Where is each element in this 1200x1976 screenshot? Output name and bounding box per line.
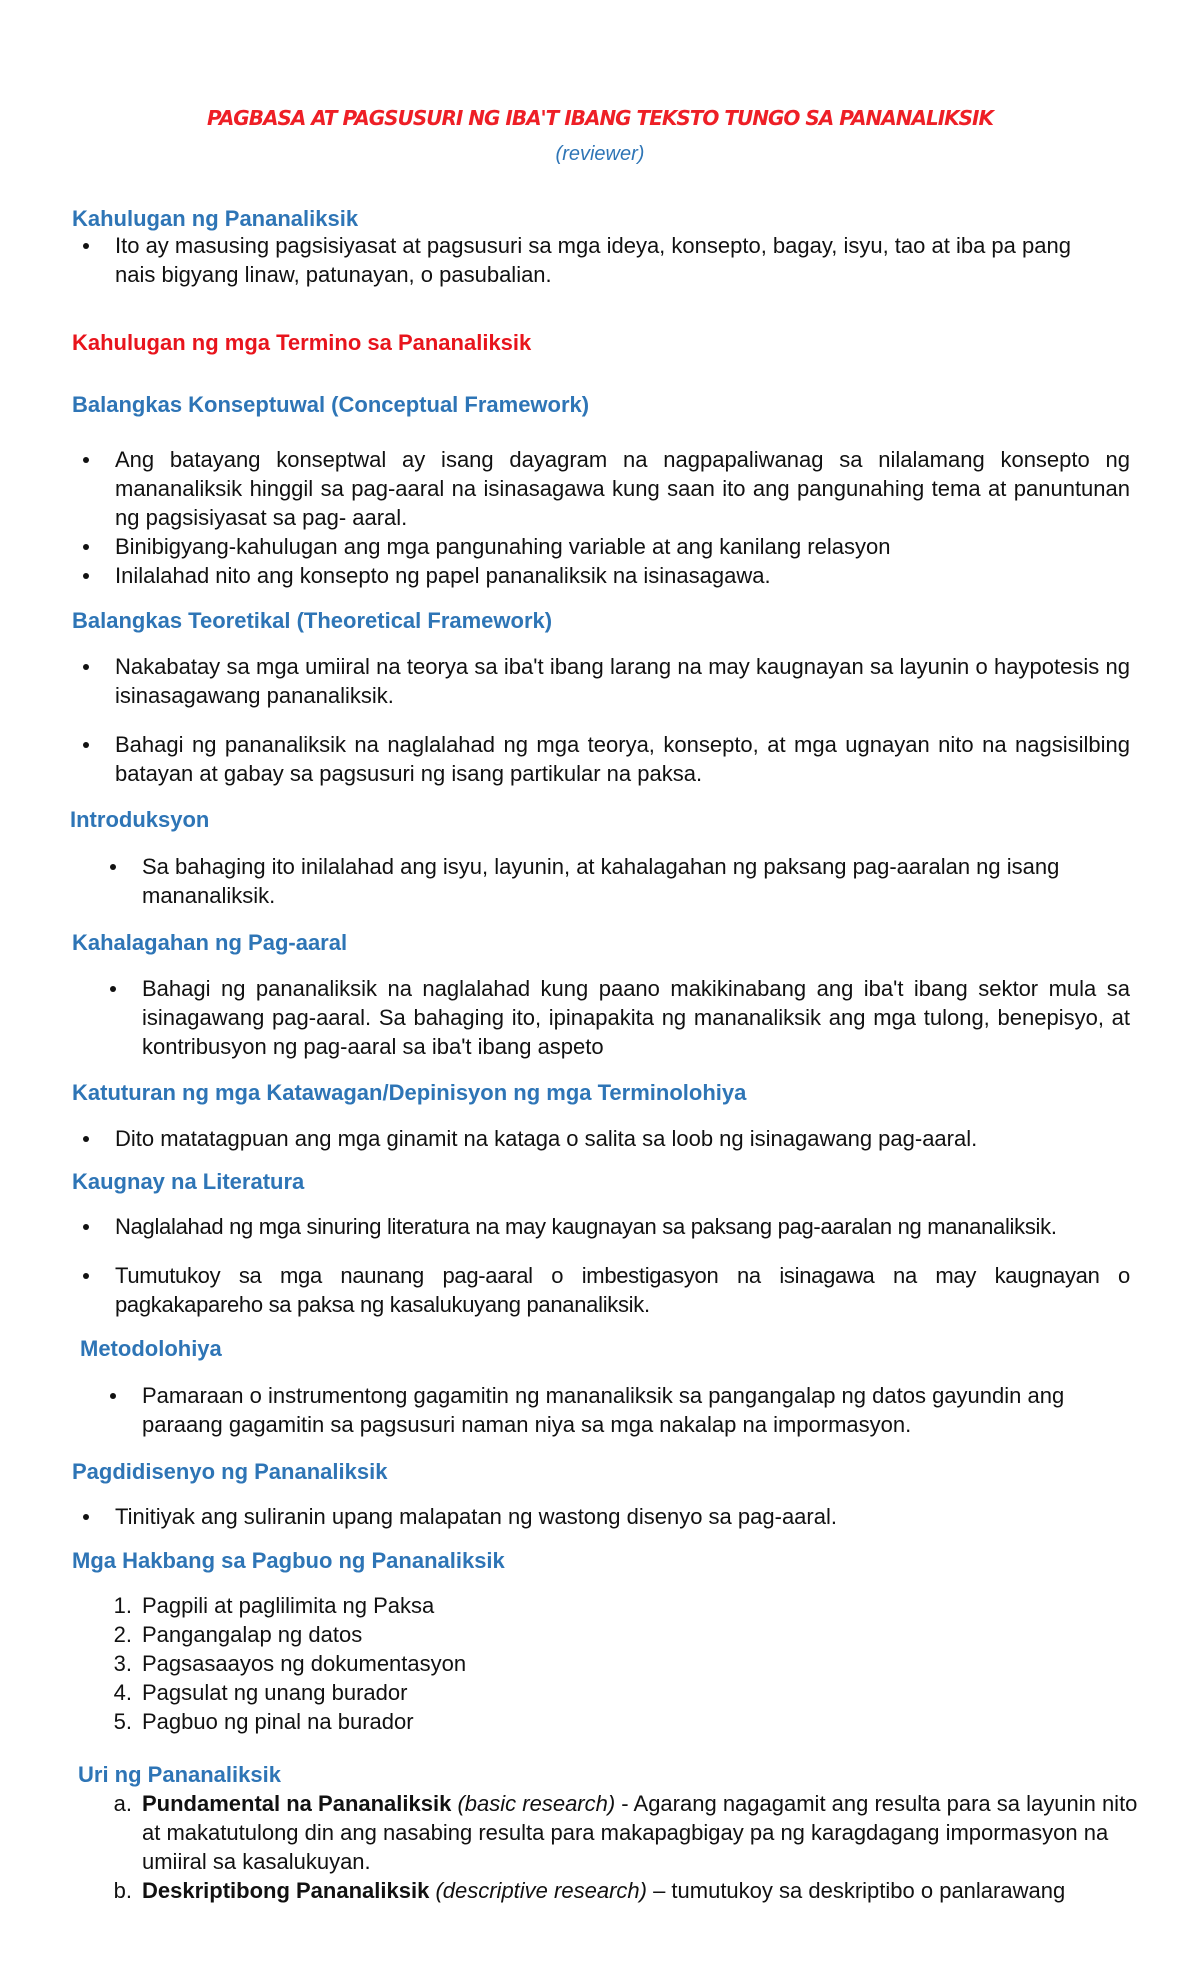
list-item: Dito matatagpuan ang mga ginamit na kataga o salita sa loob ng isinagawang pag-aaral. xyxy=(115,1124,1130,1153)
bullet-icon xyxy=(83,1514,89,1520)
list-number: 5. xyxy=(113,1709,132,1734)
list-item: 1. Pagpili at paglilimita ng Paksa xyxy=(142,1591,1132,1620)
document-subtitle: (reviewer) xyxy=(555,143,645,165)
list-konseptuwal xyxy=(115,445,1130,590)
list-katuturan xyxy=(115,1124,1130,1153)
heading-literatura: Kaugnay na Literatura xyxy=(72,1169,305,1194)
list-item: Tumutukoy sa mga naunang pag-aaral o imbestigasyon na isinagawa na may kaugnayan o pagkakapareho sa paksa ng kasalukuyang pananaliksik. xyxy=(115,1261,1130,1319)
list-item: Ang batayang konseptwal ay isang dayagram na nagpapaliwanag sa nilalamang konsepto ng mananaliksik hinggil sa pag-aaral na isinasagawa kung saan ito ang pangunahing tema at panuntunan ng pagsisiyasat sa pag- aaral. xyxy=(115,445,1130,532)
list-item: b. Deskriptibong Pananaliksik (descriptive research) – tumutukoy sa deskriptibo o panlarawang xyxy=(142,1876,1142,1905)
list-number: 1. xyxy=(113,1593,132,1618)
list-letter: a. xyxy=(113,1791,132,1816)
list-item: Tinitiyak ang suliranin upang malapatan ng wastong disenyo sa pag-aaral. xyxy=(115,1502,1130,1531)
bullet-icon xyxy=(110,864,116,870)
bullet-icon xyxy=(83,243,89,249)
term-english: (basic research) xyxy=(457,1791,616,1816)
heading-introduksyon: Introduksyon xyxy=(70,807,210,832)
list-number: 3. xyxy=(113,1651,132,1676)
list-item: a. Pundamental na Pananaliksik (basic research) - Agarang nagagamit ang resulta para sa layunin nito at makatutulong din ang nasabing resulta para makapagbigay pa ng karagdagang impormasyon na umiiral sa kasalukuyan. xyxy=(142,1789,1142,1876)
list-number: 4. xyxy=(113,1680,132,1705)
heading-metodolohiya: Metodolohiya xyxy=(80,1336,222,1361)
list-item: 3. Pagsasaayos ng dokumentasyon xyxy=(142,1649,1132,1678)
list-letter: b. xyxy=(113,1878,132,1903)
heading-katuturan: Katuturan ng mga Katawagan/Depinisyon ng mga Terminolohiya xyxy=(72,1080,747,1105)
heading-kahalagahan: Kahalagahan ng Pag-aaral xyxy=(72,930,348,955)
document-title: PAGBASA AT PAGSUSURI NG IBA'T IBANG TEKSTO TUNGO SA PANANALIKSIK xyxy=(207,106,993,130)
bullet-icon xyxy=(83,1273,89,1279)
bullet-icon xyxy=(83,742,89,748)
list-item: 4. Pagsulat ng unang burador xyxy=(142,1678,1132,1707)
list-item: Sa bahaging ito inilalahad ang isyu, layunin, at kahalagahan ng paksang pag-aaralan ng isang mananaliksik. xyxy=(142,852,1132,910)
heading-termino: Kahulugan ng mga Termino sa Pananaliksik xyxy=(72,330,532,355)
bullet-icon xyxy=(110,986,116,992)
list-hakbang xyxy=(113,1591,1132,1736)
list-uri xyxy=(113,1789,1142,1905)
list-item: Naglalahad ng mga sinuring literatura na may kaugnayan sa paksang pag-aaralan ng mananaliksik. xyxy=(115,1212,1130,1241)
bullet-icon xyxy=(83,664,89,670)
bullet-icon xyxy=(83,544,89,550)
heading-hakbang: Mga Hakbang sa Pagbuo ng Pananaliksik xyxy=(72,1548,505,1573)
list-item: Binibigyang-kahulugan ang mga pangunahing variable at ang kanilang relasyon xyxy=(115,532,1130,561)
list-item: Nakabatay sa mga umiiral na teorya sa iba't ibang larang na may kaugnayan sa layunin o haypotesis ng isinasagawang pananaliksik. xyxy=(115,652,1130,710)
heading-uri: Uri ng Pananaliksik xyxy=(78,1762,281,1787)
list-item: Ito ay masusing pagsisiyasat at pagsusuri sa mga ideya, konsepto, bagay, isyu, tao at iba pa pang nais bigyang linaw, patunayan, o pasubalian. xyxy=(115,231,1095,289)
list-teoretikal xyxy=(115,652,1130,788)
list-item: Bahagi ng pananaliksik na naglalahad kung paano makikinabang ang iba't ibang sektor mula sa isinagawang pag-aaral. Sa bahaging ito, ipinapakita ng mananaliksik ang mga tulong, benepisyo, at kontribusyon ng pag-aaral sa iba't ibang aspeto xyxy=(142,974,1130,1061)
heading-konseptuwal: Balangkas Konseptuwal (Conceptual Framework) xyxy=(72,392,590,417)
list-metodolohiya xyxy=(142,1381,1132,1439)
list-item: Inilalahad nito ang konsepto ng papel pananaliksik na isinasagawa. xyxy=(115,561,1130,590)
bullet-icon xyxy=(83,457,89,463)
heading-kahulugan: Kahulugan ng Pananaliksik xyxy=(72,206,359,231)
list-item: 5. Pagbuo ng pinal na burador xyxy=(142,1707,1132,1736)
heading-pagdidisenyo: Pagdidisenyo ng Pananaliksik xyxy=(72,1459,388,1484)
list-item: 2. Pangangalap ng datos xyxy=(142,1620,1132,1649)
heading-teoretikal: Balangkas Teoretikal (Theoretical Framework) xyxy=(72,608,553,633)
bullet-icon xyxy=(110,1393,116,1399)
list-pagdidisenyo xyxy=(115,1502,1130,1531)
term-pundamental: Pundamental na Pananaliksik xyxy=(142,1791,452,1816)
list-item: Pamaraan o instrumentong gagamitin ng mananaliksik sa pangangalap ng datos gayundin ang paraang gagamitin sa pagsusuri naman niya sa mga nakalap na impormasyon. xyxy=(142,1381,1132,1439)
term-english: (descriptive research) xyxy=(435,1878,647,1903)
term-deskriptibo: Deskriptibong Pananaliksik xyxy=(142,1878,430,1903)
list-introduksyon xyxy=(142,852,1132,910)
list-kahulugan xyxy=(115,231,1095,289)
bullet-icon xyxy=(83,1224,89,1230)
list-item: Bahagi ng pananaliksik na naglalahad ng mga teorya, konsepto, at mga ugnayan nito na nagsisilbing batayan at gabay sa pagsusuri ng isang partikular na paksa. xyxy=(115,730,1130,788)
list-literatura xyxy=(115,1212,1130,1319)
list-number: 2. xyxy=(113,1622,132,1647)
bullet-icon xyxy=(83,1136,89,1142)
list-kahalagahan xyxy=(142,974,1130,1061)
bullet-icon xyxy=(83,573,89,579)
